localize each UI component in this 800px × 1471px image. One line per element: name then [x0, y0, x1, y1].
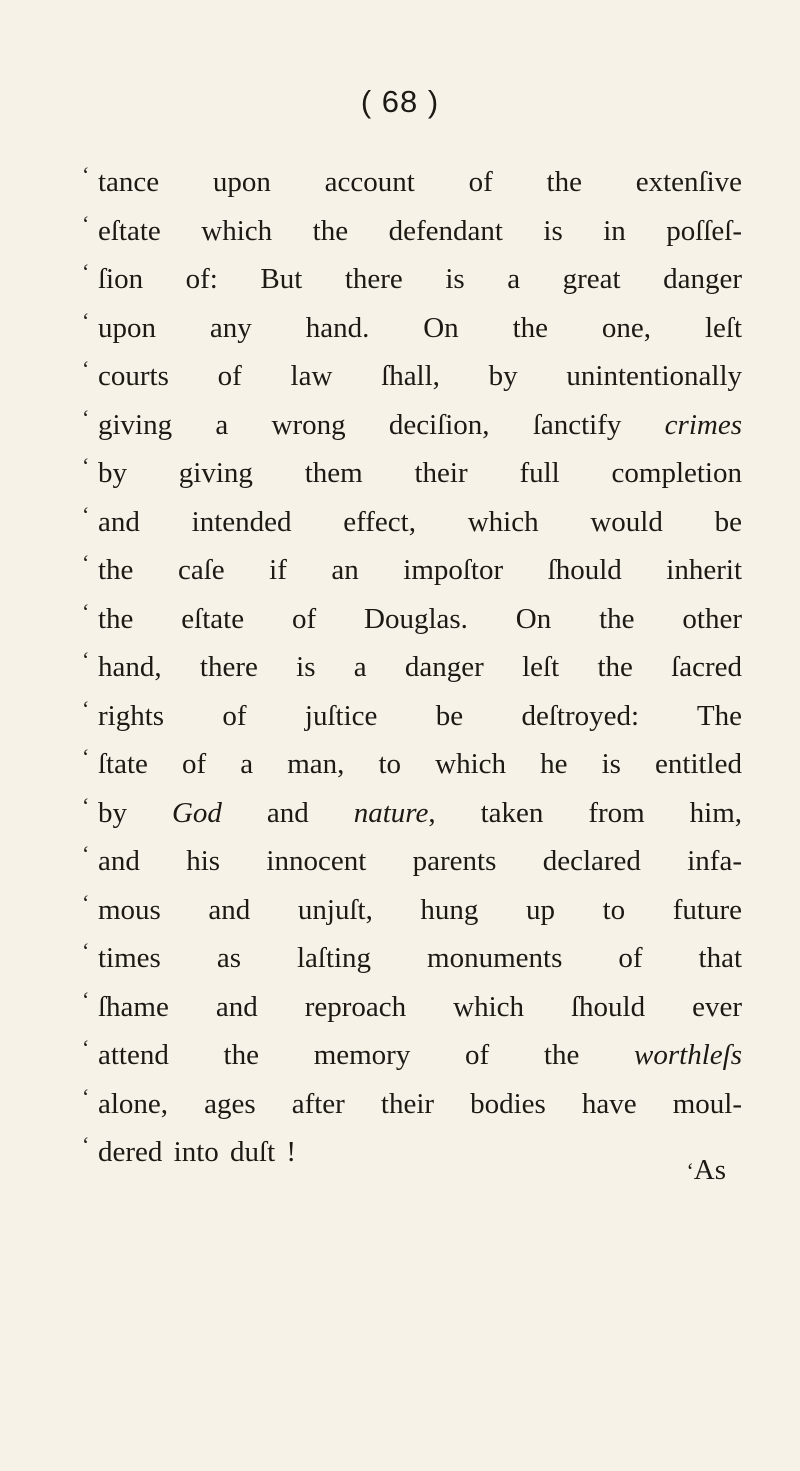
- text-line: [82, 449, 742, 498]
- line-text: dered into duſt !: [98, 1136, 297, 1168]
- line-text: and intended effect, which would be: [98, 505, 742, 538]
- text-line: [82, 983, 742, 1032]
- text-line: [82, 1128, 742, 1177]
- quote-mark: ‘: [82, 453, 90, 478]
- text-block: [82, 158, 742, 1177]
- line-text: by God and nature, taken from him,: [98, 796, 743, 829]
- quote-mark: ‘: [82, 938, 90, 963]
- page-number: ( 68 ): [360, 84, 440, 119]
- text-line: [82, 934, 742, 983]
- quote-mark: ‘: [82, 986, 90, 1012]
- quote-mark: ‘: [82, 404, 90, 430]
- text-line: [82, 740, 742, 789]
- text-line: [82, 595, 742, 644]
- line-text: the caſe if an impoſtor ſhould inherit: [98, 554, 742, 586]
- text-line: [82, 498, 742, 547]
- text-line: [82, 692, 742, 741]
- quote-mark: ‘: [82, 356, 90, 381]
- line-text: ſion of: But there is a great danger: [98, 263, 742, 295]
- quote-mark: ‘: [82, 647, 90, 672]
- quote-mark: ‘: [82, 841, 90, 866]
- quote-mark: ‘: [686, 1158, 694, 1183]
- quote-mark: ‘: [82, 307, 90, 333]
- quote-mark: ‘: [82, 550, 90, 575]
- quote-mark: ‘: [82, 162, 90, 187]
- text-line: [82, 1080, 742, 1129]
- line-text: rights of juſtice be deſtroyed: The: [98, 699, 742, 732]
- text-line: [82, 789, 742, 838]
- quote-mark: ‘: [82, 210, 90, 236]
- quote-mark: ‘: [82, 598, 90, 624]
- catchword-text: As: [693, 1154, 726, 1186]
- line-text: courts of law ſhall, by unintentionally: [98, 360, 742, 392]
- text-line: [82, 207, 742, 256]
- line-text: ſhame and reproach which ſhould ever: [98, 990, 742, 1023]
- line-text: by giving them their full completion: [98, 457, 742, 489]
- text-line: [82, 837, 742, 886]
- quote-mark: ‘: [82, 1083, 90, 1109]
- line-text: attend the memory of the worthleſs: [98, 1039, 742, 1071]
- text-line: [82, 886, 742, 935]
- catchword: [686, 1154, 726, 1188]
- quote-mark: ‘: [82, 792, 90, 818]
- text-line: [82, 643, 742, 692]
- text-line: [82, 401, 742, 450]
- quote-mark: ‘: [82, 1035, 90, 1060]
- quote-mark: ‘: [82, 695, 90, 721]
- line-text: giving a wrong deciſion, ſanctify crimes: [98, 408, 742, 441]
- line-text: and his innocent parents declared infa-: [98, 845, 742, 877]
- line-text: upon any hand. On the one, leſt: [98, 311, 742, 344]
- text-line: [82, 352, 742, 401]
- text-line: [82, 1031, 742, 1080]
- text-line: [82, 255, 742, 304]
- quote-mark: ‘: [82, 501, 90, 527]
- line-text: alone, ages after their bodies have moul-: [98, 1087, 742, 1120]
- quote-mark: ‘: [82, 744, 90, 769]
- quote-mark: ‘: [82, 259, 90, 284]
- quote-mark: ‘: [82, 1132, 90, 1157]
- line-text: ſtate of a man, to which he is entitled: [98, 748, 742, 780]
- line-text: the eſtate of Douglas. On the other: [98, 602, 742, 635]
- quote-mark: ‘: [82, 889, 90, 915]
- text-line: [82, 546, 742, 595]
- line-text: tance upon account of the extenſive: [98, 166, 742, 198]
- line-text: hand, there is a danger leſt the ſacred: [98, 651, 742, 683]
- line-text: mous and unjuſt, hung up to future: [98, 893, 742, 926]
- line-text: eſtate which the defendant is in poſſeſ-: [98, 214, 742, 247]
- line-text: times as laſting monuments of that: [98, 942, 742, 974]
- text-line: [82, 304, 742, 353]
- text-line: [82, 158, 742, 207]
